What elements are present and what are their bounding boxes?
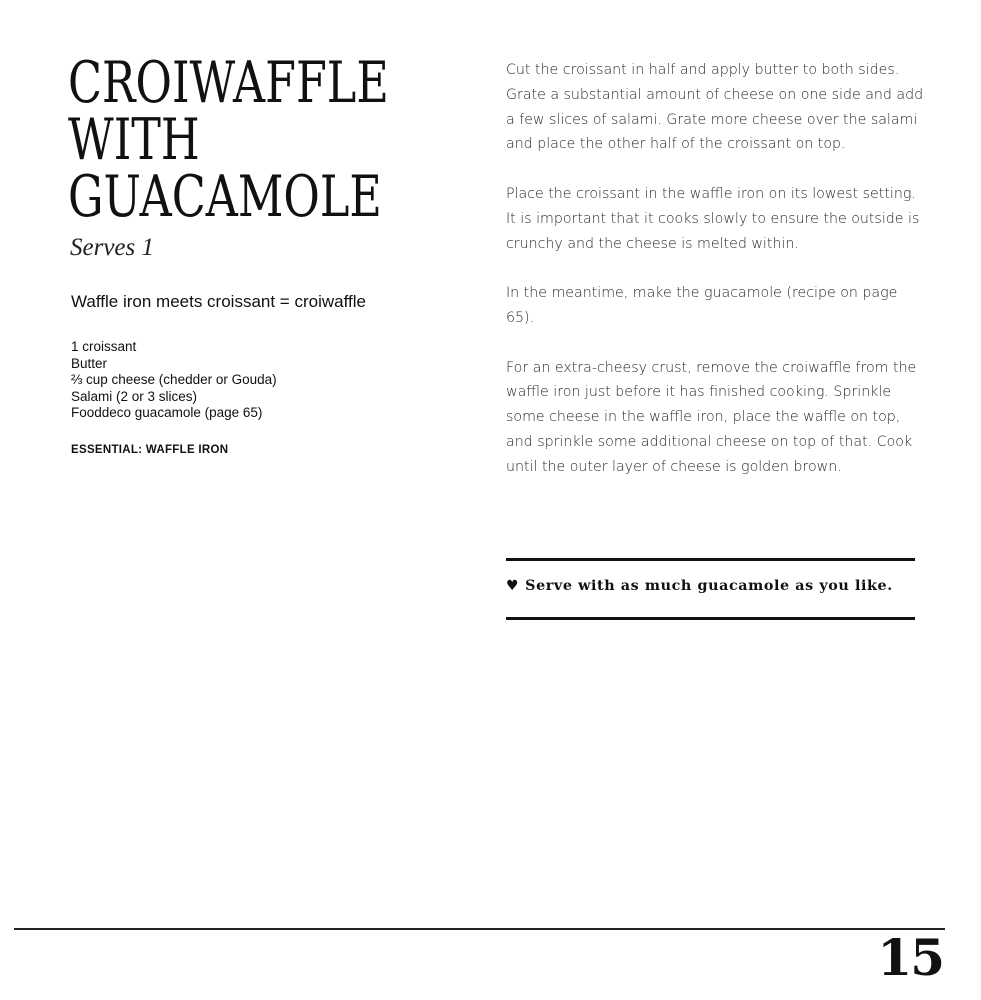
serving-tip [506,578,893,594]
recipe-title [68,50,389,230]
ingredient-list [71,339,277,422]
title-line: WITH [68,107,200,173]
tip-bottom-rule [506,617,915,620]
title-line: CROIWAFFLE [68,50,389,116]
method-step: In the meantime, make the guacamole (recipe on page 65). [506,285,898,326]
method-step: For an extra-cheesy crust, remove the croiwaffle from the waffle iron just before it has finished cooking. Sprinkle some cheese in the waffle iron, place the waffle on top, and sprinkle some additional cheese on top of that. Cook until the outer layer of cheese is golden brown. [506,359,917,475]
ingredient-item: Butter [71,355,108,371]
footer-rule [14,928,945,930]
ingredient-item: Fooddeco guacamole (page 65) [71,405,263,420]
heart-icon: ♥ [506,578,520,594]
ingredient-item: Salami (2 or 3 slices) [71,388,198,404]
method-step: Cut the croissant in half and apply butter to both sides. Grate a substantial amount of cheese on one side and add a few slices of salami. Grate more cheese over the salami and place the other half of the croissant on top. [506,62,924,153]
essential-equipment: ESSENTIAL: WAFFLE IRON [71,444,229,456]
title-line: GUACAMOLE [68,164,382,230]
method-steps [506,58,926,504]
tip-top-rule [506,558,915,561]
method-step: Place the croissant in the waffle iron on its lowest setting. It is important that it cooks slowly to ensure the outside is crunchy and the cheese is melted within. [506,185,920,252]
ingredient-item: 1 croissant [71,339,137,354]
serves-label: Serves 1 [70,234,154,261]
serving-tip-text: Serve with as much guacamole as you like. [525,578,893,594]
page-number: 15 [877,928,943,987]
recipe-tagline: Waffle iron meets croissant = croiwaffle [71,292,366,311]
ingredient-item: ⅔ cup cheese (chedder or Gouda) [71,372,277,387]
